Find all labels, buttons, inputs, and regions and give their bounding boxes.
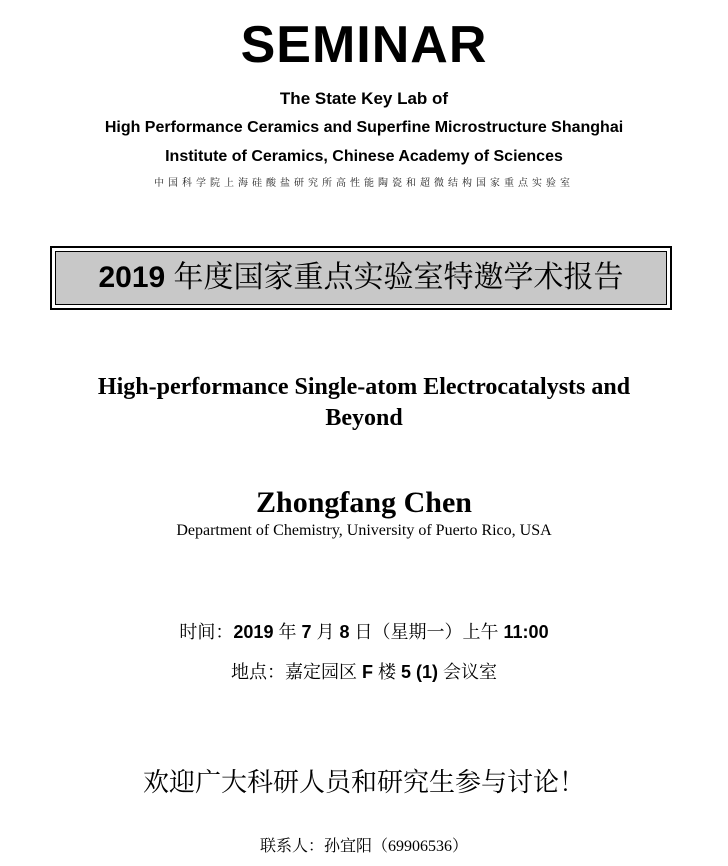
time-year: 2019 (233, 622, 274, 642)
event-time (0, 620, 728, 644)
place-floor: 5 (400, 662, 411, 682)
talk-title-line1: High-performance Single-atom Electrocatalysts and (97, 374, 631, 400)
banner-year: 2019 (98, 261, 166, 294)
place-end: 会议室 (438, 662, 498, 682)
place-room: (1) (416, 662, 439, 682)
speaker-affiliation: Department of Chemistry, University of Puerto Rico, USA (176, 522, 552, 539)
lab-name-line3: Institute of Ceramics, Chinese Academy of Sciences (165, 148, 563, 165)
banner-text (98, 260, 623, 296)
speaker-name: Zhongfang Chen (256, 486, 472, 519)
time-clock: 11:00 (503, 622, 549, 642)
place-mid: 楼 (372, 662, 401, 682)
talk-title-line2: Beyond (325, 405, 403, 431)
time-month-unit: 月 (311, 622, 340, 642)
banner-label: 年度国家重点实验室特邀学术报告 (165, 261, 624, 294)
event-place (0, 660, 728, 684)
lab-name-chinese: 中国科学院上海硅酸盐研究所高性能陶瓷和超微结构国家重点实验室 (154, 178, 574, 189)
time-day-unit: 日（星期一）上午 (349, 622, 504, 642)
lab-name-line1: The State Key Lab of (279, 89, 449, 108)
place-label: 地点：嘉定园区 (230, 662, 362, 682)
time-month: 7 (301, 622, 312, 642)
time-day: 8 (339, 622, 350, 642)
place-building: F (361, 662, 373, 682)
welcome-message: 欢迎广大科研人员和研究生参与讨论！ (142, 768, 585, 797)
event-banner (50, 246, 672, 310)
lab-name-line2: High Performance Ceramics and Superfine Microstructure Shanghai (104, 119, 624, 136)
event-banner-inner (55, 251, 667, 305)
seminar-title: SEMINAR (240, 16, 488, 74)
time-year-unit: 年 (273, 622, 302, 642)
time-label: 时间： (179, 622, 234, 642)
contact-info: 联系人：孙宜阳（69906536） (259, 838, 468, 855)
